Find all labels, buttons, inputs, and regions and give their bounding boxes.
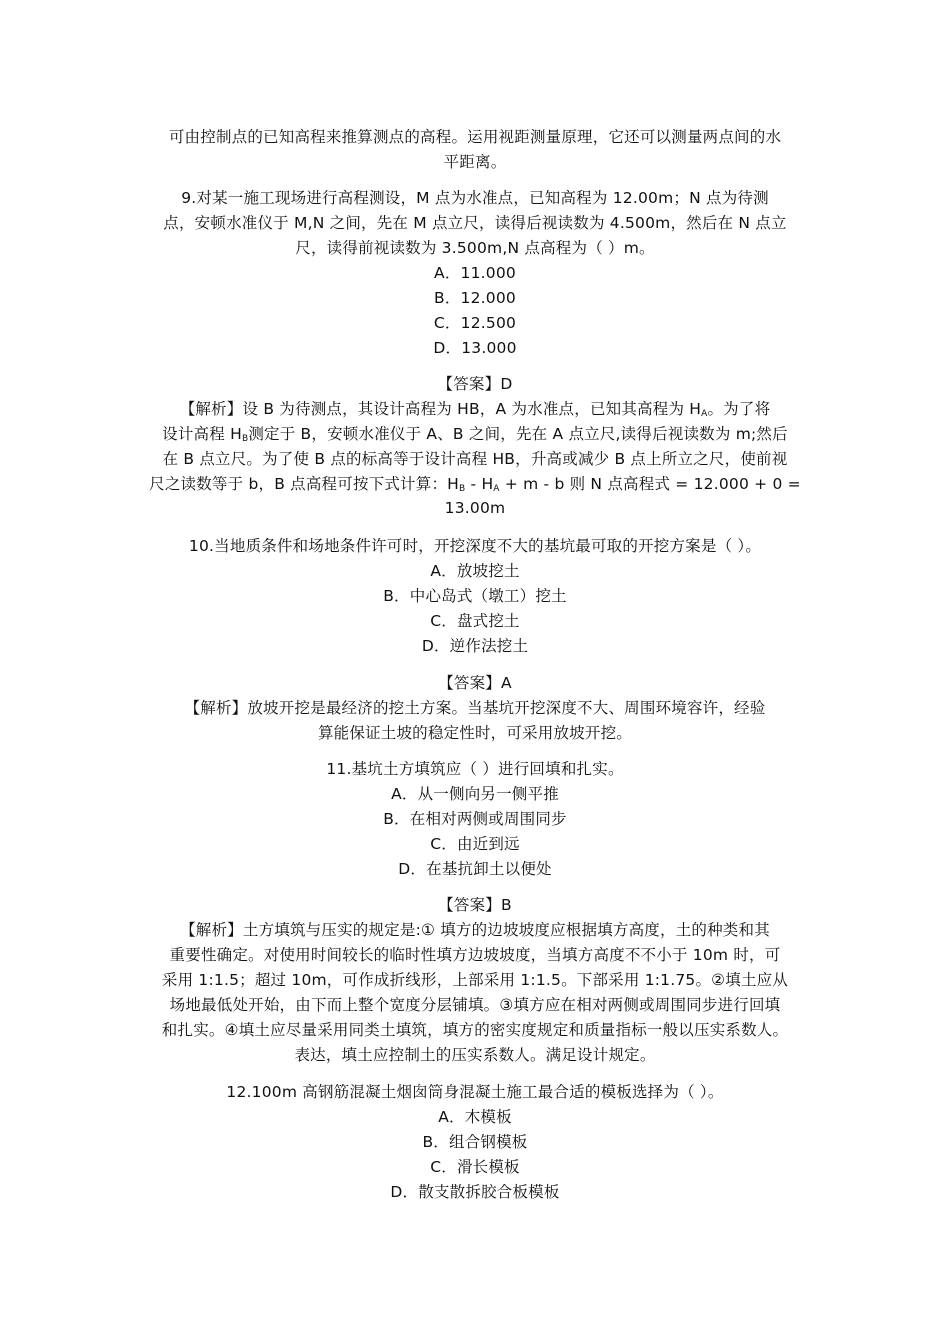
question-11-option-b: B．在相对两侧或周围同步 — [383, 810, 567, 828]
question-11-analysis: 和扎实。④填土应尽量采用同类土填筑，填方的密实度规定和质量指标一般以压实系数人。 — [161, 1021, 789, 1039]
question-10-option-c: C．盘式挖土 — [430, 612, 520, 630]
question-11-stem: 11.基坑土方填筑应（ ）进行回填和扎实。 — [326, 760, 624, 778]
question-10-analysis: 【解析】放坡开挖是最经济的挖土方案。当基坑开挖深度不大、周围环境容许，经验 — [184, 699, 766, 717]
question-12-option-c: C．滑长模板 — [430, 1158, 520, 1176]
question-10-answer: 【答案】A — [438, 674, 512, 692]
question-9-option-b: B．12.000 — [434, 289, 516, 307]
question-12-stem: 12.100m 高钢筋混凝土烟囱筒身混凝土施工最合适的模板选择为（ ）。 — [226, 1083, 724, 1101]
question-9-answer: 【答案】D — [437, 375, 513, 393]
question-9-analysis: 尺之读数等于 b，B 点高程可按下式计算：$H_B - H_A + m - b$ 则 N 点高程式 = 12.000 + 0 = — [149, 475, 801, 494]
question-11-option-a: A．从一侧向另一侧平推 — [391, 785, 559, 803]
question-12-option-d: D．散支散拆胶合板模板 — [390, 1183, 560, 1201]
intro-line: 平距离。 — [443, 153, 507, 171]
question-9-option-d: D．13.000 — [433, 339, 517, 357]
question-10-option-d: D．逆作法挖土 — [421, 637, 529, 655]
question-11-answer: 【答案】B — [438, 896, 512, 914]
question-9-analysis: 【解析】设 B 为待测点，其设计高程为 HB，A 为水准点，已知其高程为 $H_A$。为了将 — [179, 400, 771, 419]
question-9-analysis: 设计高程 $H_B$测定于 B，安顿水准仪于 A、B 之间，先在 A 点立尺,读得后视读数为 m;然后 — [162, 425, 788, 444]
question-9-stem: 尺，读得前视读数为 3.500m,N 点高程为（ ）m。 — [295, 239, 655, 257]
intro-line: 可由控制点的已知高程来推算测点的高程。运用视距测量原理，它还可以测量两点间的水 — [168, 128, 782, 146]
question-9-option-a: A．11.000 — [434, 264, 516, 282]
question-9-stem: 9.对某一施工现场进行高程测设，M 点为水准点，已知高程为 12.00m；N 点为待测 — [181, 189, 769, 207]
question-11-analysis: 场地最低处开始，由下而上整个宽度分层铺填。③填方应在相对两侧或周围同步进行回填 — [169, 996, 781, 1014]
question-9-stem: 点，安顿水准仪于 M,N 之间，先在 M 点立尺，读得后视读数为 4.500m，然后在 N 点立 — [163, 214, 787, 232]
question-11-analysis: 重要性确定。对使用时间较长的临时性填方边坡坡度，当填方高度不不小于 10m 时，可 — [169, 946, 781, 964]
question-10-stem: 10.当地质条件和场地条件许可时，开挖深度不大的基坑最可取的开挖方案是（ ）。 — [188, 537, 762, 555]
question-9-analysis: 在 B 点立尺。为了使 B 点的标高等于设计高程 HB，升高或减少 B 点上所立之尺，使前视 — [162, 450, 788, 468]
question-12-option-b: B．组合钢模板 — [422, 1133, 528, 1151]
question-10-option-a: A．放坡挖土 — [430, 562, 520, 580]
question-11-option-c: C．由近到远 — [430, 835, 520, 853]
question-9-analysis: 13.00m — [444, 499, 506, 517]
question-11-analysis: 【解析】土方填筑与压实的规定是:① 填方的边坡坡度应根据填方高度，土的种类和其 — [180, 921, 770, 939]
question-11-analysis: 表达，填土应控制土的压实系数人。满足设计规定。 — [294, 1046, 656, 1064]
question-9-option-c: C．12.500 — [433, 314, 517, 332]
question-12-option-a: A．木模板 — [438, 1108, 512, 1126]
question-10-analysis: 算能保证土坡的稳定性时，可采用放坡开挖。 — [317, 724, 632, 742]
question-11-analysis: 采用 1:1.5；超过 10m，可作成折线形，上部采用 1:1.5。下部采用 1:1.75。②填土应从 — [161, 971, 789, 989]
question-11-option-d: D．在基抗卸土以便处 — [398, 860, 552, 878]
question-10-option-b: B．中心岛式（墩工）挖土 — [383, 587, 567, 605]
